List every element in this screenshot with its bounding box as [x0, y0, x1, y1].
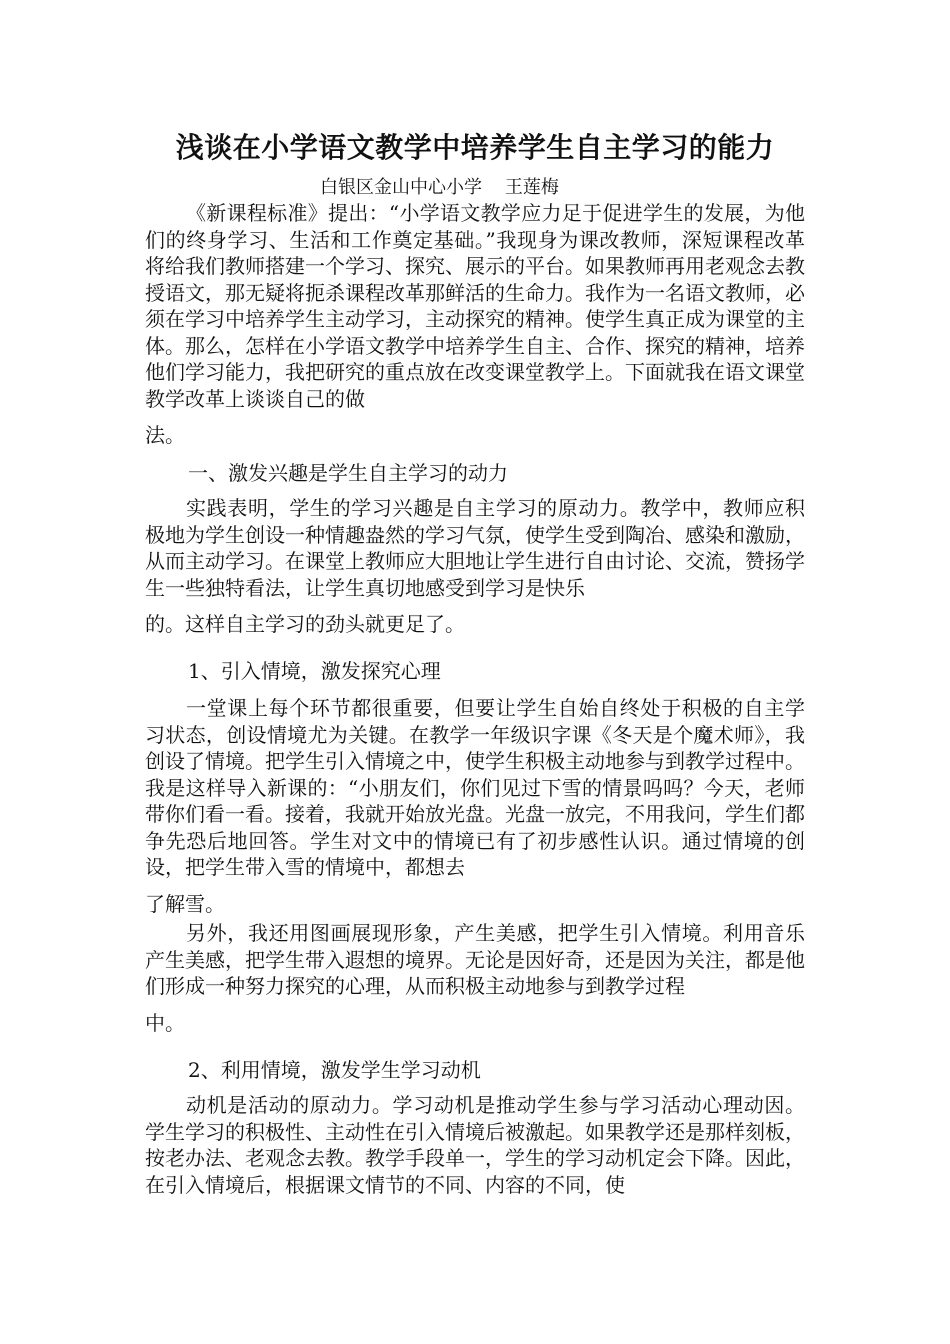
subsection1-paragraph: [145, 695, 805, 917]
document-title: 浅谈在小学语文教学中培养学生自主学习的能力: [175, 131, 775, 164]
subsection1-text-2: 另外，我还用图画展现形象，产生美感，把学生引入情境。利用音乐产生美感，把学生带入遐想的境界。无论是因好奇，还是因为关注，都是他们形成一种努力探究的心理，从而积极主动地参与到教学过程: [145, 921, 805, 998]
subsection1-text: 一堂课上每个环节都很重要，但要让学生自始自终处于积极的自主学习状态，创设情境尤为关键。在教学一年级识字课《冬天是个魔术师》，我创设了情境。把学生引入情境之中，使学生积极主动地参与到教学过程中。我是这样导入新课的：“小朋友们，你们见过下雪的情景吗吗？今天，老师带你们看一看。接着，我就开始放光盘。光盘一放完，不用我问，学生们都争先恐后地回答。学生对文中的情境已有了初步感性认识。通过情境的创设，把学生带入雪的情境中，都想去: [145, 696, 805, 879]
subsection-heading-2: 2、利用情境，激发学生学习动机: [188, 1058, 481, 1082]
section1-text: 实践表明，学生的学习兴趣是自主学习的原动力。教学中，教师应积极地为学生创设一种情趣盎然的学习气氛，使学生受到陶冶、感染和激励，从而主动学习。在课堂上教师应大胆地让学生进行自由讨论、交流，赞扬学生一些独特看法，让学生真切地感受到学习是快乐: [145, 496, 805, 600]
author-byline: 白银区金山中心小学 王莲梅: [320, 177, 559, 198]
subsection1-tail: 了解雪。: [145, 891, 225, 916]
section-heading-1: 一、激发兴趣是学生自主学习的动力: [188, 461, 508, 485]
subsection2-paragraph: [145, 1092, 805, 1198]
intro-paragraph: [145, 200, 805, 449]
intro-text: 《新课程标准》提出：“小学语文教学应力足于促进学生的发展，为他们的终身学习、生活和工作奠定基础。”我现身为课改教师，深短课程改革将给我们教师搭建一个学习、探究、展示的平台。如果教师再用老观念去教授语文，那无疑将扼杀课程改革那鲜活的生命力。我作为一名语文教师，必须在学习中培养学生主动学习，主动探究的精神。使学生真正成为课堂的主体。那么，怎样在小学语文教学中培养学生自主、合作、探究的精神，培养他们学习能力，我把研究的重点放在改变课堂教学上。下面就我在语文课堂教学改革上谈谈自己的做: [145, 201, 805, 411]
section1-paragraph: [145, 495, 805, 638]
section1-tail: 的。这样自主学习的劲头就更足了。: [145, 612, 465, 636]
intro-tail: 法。: [145, 423, 185, 447]
subsection2-text: 动机是活动的原动力。学习动机是推动学生参与学习活动心理动因。学生学习的积极性、主动性在引入情境后被激起。如果教学还是那样刻板，按老办法、老观念去教。教学手段单一，学生的学习动机定会下降。因此，在引入情境后，根据课文情节的不同、内容的不同，使: [145, 1093, 805, 1197]
subsection1-tail-2: 中。: [145, 1010, 185, 1035]
subsection1-paragraph-2: [145, 920, 805, 1036]
subsection-heading-1: 1、引入情境，激发探究心理: [188, 659, 441, 683]
